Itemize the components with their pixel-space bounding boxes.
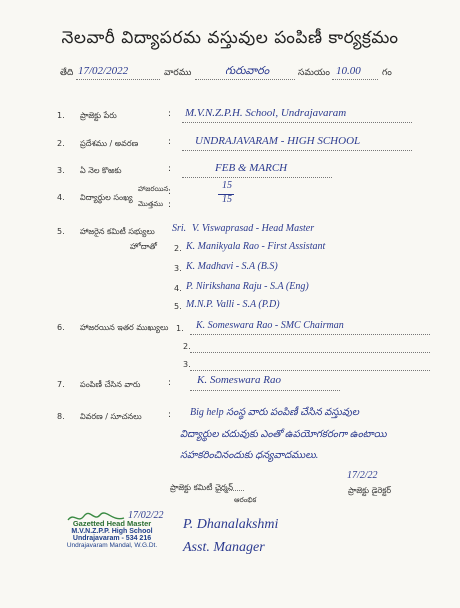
- manager-signature-name: P. Dhanalakshmi: [183, 517, 279, 532]
- row-4-label: విద్యార్థుల సంఖ్య: [80, 193, 133, 202]
- row-8-colon: :: [168, 410, 172, 420]
- date-label: తేది: [60, 68, 74, 78]
- row-1-number: 1.: [57, 111, 65, 120]
- remarks-line: విద్యార్థుల చదువుకు ఎంతో ఉపయోగకరంగా ఉంటాయి: [180, 429, 387, 440]
- date-dots: [76, 79, 160, 80]
- students-total-value: 15: [222, 194, 232, 205]
- page-title: నెలవారీ విద్యాపరమ వస్తువుల పంపిణీ కార్యక్రమం: [61, 28, 399, 48]
- date-value: 17/02/2022: [78, 65, 129, 77]
- students-present-value: 15: [222, 180, 232, 191]
- row-4-colon-1: :: [168, 187, 172, 197]
- row-2-number: 2.: [57, 139, 65, 148]
- school-stamp: [42, 519, 182, 549]
- row-4-sub-present: హాజరయిన: [138, 185, 169, 193]
- row-6-label: హాజరయిన ఇతర ముఖ్యులు: [80, 323, 169, 332]
- committee-num: 4.: [174, 284, 182, 293]
- chairman-dots: [220, 490, 244, 491]
- committee-num: 3.: [174, 264, 182, 273]
- location-value: UNDRAJAVARAM - HIGH SCHOOL: [195, 135, 361, 147]
- row-7-colon: :: [168, 378, 172, 388]
- row-7-dots: [190, 390, 340, 391]
- time-label: సమయం: [298, 68, 330, 78]
- stamp-place: Undrajavaram - 534 216: [72, 535, 152, 542]
- month-value: FEB & MARCH: [215, 162, 288, 174]
- stamp-mandal: Undrajavaram Mandal, W.G.Dt.: [66, 542, 158, 549]
- row-3-dots: [182, 177, 332, 178]
- distributor-value: K. Someswara Rao: [197, 374, 282, 386]
- row-1-dots: [182, 122, 412, 123]
- time-dots: [332, 79, 378, 80]
- committee-member: M.N.P. Valli - S.A (P.D): [186, 299, 280, 310]
- others-dots: [190, 352, 430, 353]
- others-num: 2.: [183, 342, 191, 351]
- others-dots: [190, 334, 430, 335]
- director-signature: 17/2/22: [347, 470, 378, 481]
- time-value: 10.00: [336, 65, 361, 77]
- row-3-colon: :: [168, 164, 172, 174]
- row-8-label: వివరణ / సూచనలు: [80, 412, 142, 421]
- chairman-sub: ఆరంభిక: [234, 496, 257, 504]
- row-5-sub: హోదాతో: [130, 242, 157, 251]
- project-name-value: M.V.N.Z.P.H. School, Undrajavaram: [185, 107, 347, 119]
- day-dots: [195, 79, 295, 80]
- row-2-dots: [182, 150, 412, 151]
- day-value: గురువారం: [225, 65, 270, 77]
- chairman-label: ప్రాజెక్టు కమిటీ ఛైర్మన్: [170, 483, 234, 492]
- row-8-number: 8.: [57, 412, 65, 421]
- others-num: 3.: [183, 360, 191, 369]
- stamp-date: 17/02/22: [128, 510, 164, 521]
- others-member: K. Someswara Rao - SMC Chairman: [196, 320, 344, 331]
- committee-member: V. Viswaprasad - Head Master: [192, 223, 315, 234]
- row-4-number: 4.: [57, 193, 65, 202]
- row-5-number: 5.: [57, 227, 65, 236]
- row-5-label: హాజరైన కమిటీ సభ్యులు: [80, 227, 155, 236]
- director-label: ప్రాజెక్టు డైరెక్టర్: [348, 486, 392, 495]
- time-unit: గం: [382, 68, 392, 78]
- row-3-label: ఏ నెల కొఱకు: [80, 166, 122, 175]
- row-1-label: ప్రాజెక్టు పేరు: [80, 111, 117, 120]
- row-7-label: పంపిణీ చేసిన వారు: [80, 380, 141, 389]
- others-num: 1.: [176, 324, 184, 333]
- committee-member: K. Madhavi - S.A (B.S): [186, 261, 278, 272]
- committee-member: K. Manikyala Rao - First Assistant: [186, 241, 326, 252]
- committee-num: 2.: [174, 244, 182, 253]
- row-6-number: 6.: [57, 323, 65, 332]
- row-1-colon: :: [168, 109, 172, 119]
- committee-num: 5.: [174, 302, 182, 311]
- row-2-label: ప్రదేశము / అవరణ: [80, 139, 139, 148]
- others-dots: [190, 370, 430, 371]
- day-label: వారము: [164, 68, 192, 78]
- row-3-number: 3.: [57, 166, 65, 175]
- committee-num: Sri.: [172, 223, 187, 234]
- row-2-colon: :: [168, 137, 172, 147]
- manager-signature-role: Asst. Manager: [183, 540, 265, 555]
- row-4-sub-total: మొత్తము: [138, 200, 164, 208]
- stamp-school: M.V.N.Z.P.P. High School: [71, 528, 153, 535]
- row-7-number: 7.: [57, 380, 65, 389]
- remarks-line: Big help సంస్థ వారు పంపిణీ చేసిన వస్తువుల: [190, 407, 359, 418]
- row-4-colon-2: :: [168, 200, 172, 210]
- stamp-title: Gazetted Head Master: [72, 519, 152, 528]
- committee-member: P. Nirikshana Raju - S.A (Eng): [186, 281, 309, 292]
- remarks-line: సహకరించినందుకు ధన్యవాదములు.: [180, 450, 319, 461]
